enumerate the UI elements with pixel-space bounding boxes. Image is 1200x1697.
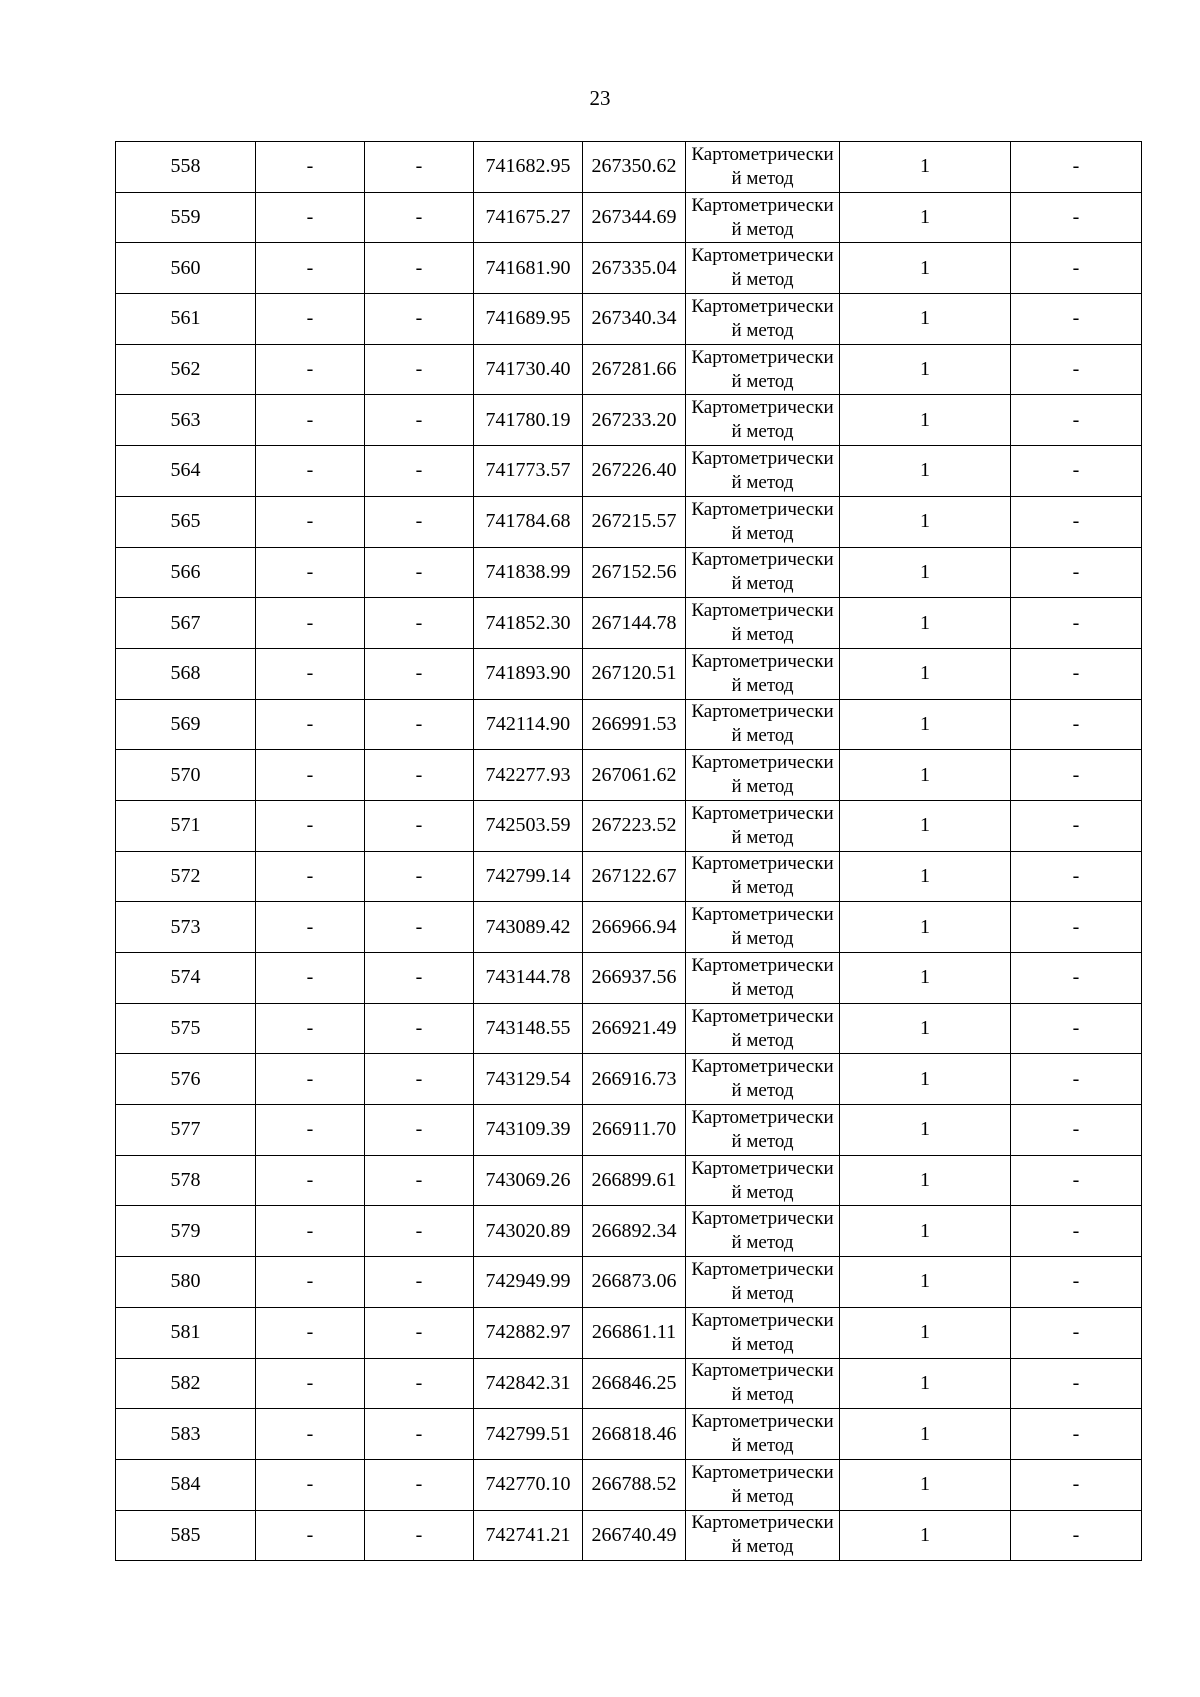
point-number-cell: 575 bbox=[116, 1003, 256, 1054]
col2-cell: - bbox=[256, 1206, 365, 1257]
table-row bbox=[116, 496, 1142, 547]
col3-cell: - bbox=[365, 1510, 474, 1561]
description-cell: - bbox=[1011, 800, 1142, 851]
x-coordinate-cell: 743069.26 bbox=[474, 1155, 583, 1206]
col2-cell: - bbox=[256, 1510, 365, 1561]
y-coordinate-cell: 266788.52 bbox=[583, 1459, 686, 1510]
description-cell: - bbox=[1011, 598, 1142, 649]
point-number-cell: 563 bbox=[116, 395, 256, 446]
accuracy-cell: 1 bbox=[840, 1054, 1011, 1105]
accuracy-cell: 1 bbox=[840, 1409, 1011, 1460]
accuracy-cell: 1 bbox=[840, 192, 1011, 243]
point-number-cell: 572 bbox=[116, 851, 256, 902]
table-row bbox=[116, 648, 1142, 699]
x-coordinate-cell: 741780.19 bbox=[474, 395, 583, 446]
col2-cell: - bbox=[256, 344, 365, 395]
point-number-cell: 570 bbox=[116, 750, 256, 801]
accuracy-cell: 1 bbox=[840, 750, 1011, 801]
method-cell: Картометрический метод bbox=[686, 446, 840, 497]
x-coordinate-cell: 742277.93 bbox=[474, 750, 583, 801]
y-coordinate-cell: 266740.49 bbox=[583, 1510, 686, 1561]
col3-cell: - bbox=[365, 294, 474, 345]
col2-cell: - bbox=[256, 1307, 365, 1358]
col2-cell: - bbox=[256, 1459, 365, 1510]
description-cell: - bbox=[1011, 1257, 1142, 1308]
col3-cell: - bbox=[365, 1459, 474, 1510]
table-row bbox=[116, 344, 1142, 395]
x-coordinate-cell: 742503.59 bbox=[474, 800, 583, 851]
method-cell: Картометрический метод bbox=[686, 1003, 840, 1054]
table-row bbox=[116, 1155, 1142, 1206]
col3-cell: - bbox=[365, 699, 474, 750]
col2-cell: - bbox=[256, 395, 365, 446]
accuracy-cell: 1 bbox=[840, 699, 1011, 750]
x-coordinate-cell: 741893.90 bbox=[474, 648, 583, 699]
description-cell: - bbox=[1011, 1105, 1142, 1156]
y-coordinate-cell: 266873.06 bbox=[583, 1257, 686, 1308]
col2-cell: - bbox=[256, 496, 365, 547]
accuracy-cell: 1 bbox=[840, 395, 1011, 446]
method-cell: Картометрический метод bbox=[686, 1054, 840, 1105]
table-row bbox=[116, 1409, 1142, 1460]
x-coordinate-cell: 743148.55 bbox=[474, 1003, 583, 1054]
description-cell: - bbox=[1011, 902, 1142, 953]
point-number-cell: 560 bbox=[116, 243, 256, 294]
col3-cell: - bbox=[365, 1307, 474, 1358]
y-coordinate-cell: 266991.53 bbox=[583, 699, 686, 750]
x-coordinate-cell: 742949.99 bbox=[474, 1257, 583, 1308]
y-coordinate-cell: 266937.56 bbox=[583, 953, 686, 1004]
accuracy-cell: 1 bbox=[840, 902, 1011, 953]
accuracy-cell: 1 bbox=[840, 1257, 1011, 1308]
method-cell: Картометрический метод bbox=[686, 1358, 840, 1409]
y-coordinate-cell: 266861.11 bbox=[583, 1307, 686, 1358]
accuracy-cell: 1 bbox=[840, 1307, 1011, 1358]
x-coordinate-cell: 743144.78 bbox=[474, 953, 583, 1004]
point-number-cell: 576 bbox=[116, 1054, 256, 1105]
x-coordinate-cell: 741675.27 bbox=[474, 192, 583, 243]
col2-cell: - bbox=[256, 547, 365, 598]
table-row bbox=[116, 750, 1142, 801]
col2-cell: - bbox=[256, 750, 365, 801]
accuracy-cell: 1 bbox=[840, 496, 1011, 547]
table-row bbox=[116, 1307, 1142, 1358]
col3-cell: - bbox=[365, 1003, 474, 1054]
col2-cell: - bbox=[256, 1054, 365, 1105]
table-row bbox=[116, 1206, 1142, 1257]
x-coordinate-cell: 741852.30 bbox=[474, 598, 583, 649]
y-coordinate-cell: 267122.67 bbox=[583, 851, 686, 902]
accuracy-cell: 1 bbox=[840, 294, 1011, 345]
method-cell: Картометрический метод bbox=[686, 243, 840, 294]
y-coordinate-cell: 266966.94 bbox=[583, 902, 686, 953]
table-row bbox=[116, 547, 1142, 598]
description-cell: - bbox=[1011, 1358, 1142, 1409]
accuracy-cell: 1 bbox=[840, 446, 1011, 497]
y-coordinate-cell: 266921.49 bbox=[583, 1003, 686, 1054]
col3-cell: - bbox=[365, 953, 474, 1004]
y-coordinate-cell: 267215.57 bbox=[583, 496, 686, 547]
method-cell: Картометрический метод bbox=[686, 1155, 840, 1206]
col2-cell: - bbox=[256, 294, 365, 345]
method-cell: Картометрический метод bbox=[686, 750, 840, 801]
table-row bbox=[116, 953, 1142, 1004]
table-row bbox=[116, 1510, 1142, 1561]
x-coordinate-cell: 743089.42 bbox=[474, 902, 583, 953]
accuracy-cell: 1 bbox=[840, 1459, 1011, 1510]
point-number-cell: 558 bbox=[116, 142, 256, 193]
method-cell: Картометрический метод bbox=[686, 395, 840, 446]
coordinates-table bbox=[115, 141, 1142, 1561]
col3-cell: - bbox=[365, 648, 474, 699]
table-row bbox=[116, 243, 1142, 294]
description-cell: - bbox=[1011, 1459, 1142, 1510]
y-coordinate-cell: 267061.62 bbox=[583, 750, 686, 801]
accuracy-cell: 1 bbox=[840, 1206, 1011, 1257]
col3-cell: - bbox=[365, 243, 474, 294]
col2-cell: - bbox=[256, 1105, 365, 1156]
y-coordinate-cell: 267233.20 bbox=[583, 395, 686, 446]
point-number-cell: 582 bbox=[116, 1358, 256, 1409]
x-coordinate-cell: 743109.39 bbox=[474, 1105, 583, 1156]
x-coordinate-cell: 741838.99 bbox=[474, 547, 583, 598]
description-cell: - bbox=[1011, 446, 1142, 497]
description-cell: - bbox=[1011, 294, 1142, 345]
method-cell: Картометрический метод bbox=[686, 1257, 840, 1308]
accuracy-cell: 1 bbox=[840, 1155, 1011, 1206]
method-cell: Картометрический метод bbox=[686, 953, 840, 1004]
x-coordinate-cell: 741730.40 bbox=[474, 344, 583, 395]
table-row bbox=[116, 142, 1142, 193]
point-number-cell: 585 bbox=[116, 1510, 256, 1561]
y-coordinate-cell: 266911.70 bbox=[583, 1105, 686, 1156]
description-cell: - bbox=[1011, 344, 1142, 395]
col3-cell: - bbox=[365, 446, 474, 497]
page-number: 23 bbox=[589, 86, 611, 110]
description-cell: - bbox=[1011, 1155, 1142, 1206]
description-cell: - bbox=[1011, 1003, 1142, 1054]
method-cell: Картометрический метод bbox=[686, 1409, 840, 1460]
col2-cell: - bbox=[256, 142, 365, 193]
y-coordinate-cell: 267350.62 bbox=[583, 142, 686, 193]
col3-cell: - bbox=[365, 547, 474, 598]
point-number-cell: 566 bbox=[116, 547, 256, 598]
y-coordinate-cell: 267335.04 bbox=[583, 243, 686, 294]
y-coordinate-cell: 267226.40 bbox=[583, 446, 686, 497]
table-row bbox=[116, 395, 1142, 446]
point-number-cell: 577 bbox=[116, 1105, 256, 1156]
x-coordinate-cell: 741682.95 bbox=[474, 142, 583, 193]
table-row bbox=[116, 851, 1142, 902]
col3-cell: - bbox=[365, 851, 474, 902]
x-coordinate-cell: 742770.10 bbox=[474, 1459, 583, 1510]
point-number-cell: 584 bbox=[116, 1459, 256, 1510]
method-cell: Картометрический метод bbox=[686, 648, 840, 699]
x-coordinate-cell: 741773.57 bbox=[474, 446, 583, 497]
method-cell: Картометрический метод bbox=[686, 902, 840, 953]
accuracy-cell: 1 bbox=[840, 1003, 1011, 1054]
table-row bbox=[116, 1459, 1142, 1510]
col3-cell: - bbox=[365, 1257, 474, 1308]
accuracy-cell: 1 bbox=[840, 344, 1011, 395]
point-number-cell: 580 bbox=[116, 1257, 256, 1308]
col2-cell: - bbox=[256, 648, 365, 699]
y-coordinate-cell: 267344.69 bbox=[583, 192, 686, 243]
method-cell: Картометрический метод bbox=[686, 800, 840, 851]
y-coordinate-cell: 266916.73 bbox=[583, 1054, 686, 1105]
col3-cell: - bbox=[365, 395, 474, 446]
col3-cell: - bbox=[365, 902, 474, 953]
description-cell: - bbox=[1011, 243, 1142, 294]
description-cell: - bbox=[1011, 1510, 1142, 1561]
description-cell: - bbox=[1011, 395, 1142, 446]
table-row bbox=[116, 598, 1142, 649]
y-coordinate-cell: 267152.56 bbox=[583, 547, 686, 598]
col2-cell: - bbox=[256, 446, 365, 497]
method-cell: Картометрический метод bbox=[686, 192, 840, 243]
col3-cell: - bbox=[365, 750, 474, 801]
col3-cell: - bbox=[365, 1155, 474, 1206]
col3-cell: - bbox=[365, 142, 474, 193]
accuracy-cell: 1 bbox=[840, 1510, 1011, 1561]
col2-cell: - bbox=[256, 851, 365, 902]
table-row bbox=[116, 1003, 1142, 1054]
description-cell: - bbox=[1011, 547, 1142, 598]
col2-cell: - bbox=[256, 1409, 365, 1460]
x-coordinate-cell: 743020.89 bbox=[474, 1206, 583, 1257]
y-coordinate-cell: 267281.66 bbox=[583, 344, 686, 395]
method-cell: Картометрический метод bbox=[686, 1510, 840, 1561]
point-number-cell: 581 bbox=[116, 1307, 256, 1358]
description-cell: - bbox=[1011, 1409, 1142, 1460]
description-cell: - bbox=[1011, 1206, 1142, 1257]
col3-cell: - bbox=[365, 192, 474, 243]
point-number-cell: 559 bbox=[116, 192, 256, 243]
description-cell: - bbox=[1011, 699, 1142, 750]
col2-cell: - bbox=[256, 699, 365, 750]
x-coordinate-cell: 742799.14 bbox=[474, 851, 583, 902]
method-cell: Картометрический метод bbox=[686, 142, 840, 193]
col3-cell: - bbox=[365, 1206, 474, 1257]
accuracy-cell: 1 bbox=[840, 243, 1011, 294]
method-cell: Картометрический метод bbox=[686, 344, 840, 395]
x-coordinate-cell: 742842.31 bbox=[474, 1358, 583, 1409]
accuracy-cell: 1 bbox=[840, 953, 1011, 1004]
table-row bbox=[116, 192, 1142, 243]
x-coordinate-cell: 741784.68 bbox=[474, 496, 583, 547]
method-cell: Картометрический метод bbox=[686, 496, 840, 547]
point-number-cell: 574 bbox=[116, 953, 256, 1004]
point-number-cell: 561 bbox=[116, 294, 256, 345]
col3-cell: - bbox=[365, 496, 474, 547]
table-row bbox=[116, 294, 1142, 345]
accuracy-cell: 1 bbox=[840, 142, 1011, 193]
col3-cell: - bbox=[365, 800, 474, 851]
description-cell: - bbox=[1011, 851, 1142, 902]
col2-cell: - bbox=[256, 1257, 365, 1308]
col2-cell: - bbox=[256, 243, 365, 294]
point-number-cell: 569 bbox=[116, 699, 256, 750]
method-cell: Картометрический метод bbox=[686, 1459, 840, 1510]
table-row bbox=[116, 1105, 1142, 1156]
x-coordinate-cell: 742114.90 bbox=[474, 699, 583, 750]
table-row bbox=[116, 446, 1142, 497]
col2-cell: - bbox=[256, 192, 365, 243]
accuracy-cell: 1 bbox=[840, 851, 1011, 902]
col2-cell: - bbox=[256, 1003, 365, 1054]
description-cell: - bbox=[1011, 953, 1142, 1004]
col3-cell: - bbox=[365, 1105, 474, 1156]
x-coordinate-cell: 742799.51 bbox=[474, 1409, 583, 1460]
description-cell: - bbox=[1011, 496, 1142, 547]
description-cell: - bbox=[1011, 142, 1142, 193]
x-coordinate-cell: 742882.97 bbox=[474, 1307, 583, 1358]
col2-cell: - bbox=[256, 902, 365, 953]
y-coordinate-cell: 267144.78 bbox=[583, 598, 686, 649]
x-coordinate-cell: 741681.90 bbox=[474, 243, 583, 294]
method-cell: Картометрический метод bbox=[686, 1206, 840, 1257]
col2-cell: - bbox=[256, 800, 365, 851]
description-cell: - bbox=[1011, 1307, 1142, 1358]
point-number-cell: 583 bbox=[116, 1409, 256, 1460]
accuracy-cell: 1 bbox=[840, 547, 1011, 598]
col2-cell: - bbox=[256, 1155, 365, 1206]
y-coordinate-cell: 266899.61 bbox=[583, 1155, 686, 1206]
accuracy-cell: 1 bbox=[840, 648, 1011, 699]
x-coordinate-cell: 743129.54 bbox=[474, 1054, 583, 1105]
col3-cell: - bbox=[365, 344, 474, 395]
table-row bbox=[116, 1054, 1142, 1105]
description-cell: - bbox=[1011, 648, 1142, 699]
method-cell: Картометрический метод bbox=[686, 1307, 840, 1358]
point-number-cell: 567 bbox=[116, 598, 256, 649]
table-row bbox=[116, 800, 1142, 851]
point-number-cell: 578 bbox=[116, 1155, 256, 1206]
col2-cell: - bbox=[256, 1358, 365, 1409]
method-cell: Картометрический метод bbox=[686, 851, 840, 902]
table-row bbox=[116, 902, 1142, 953]
x-coordinate-cell: 742741.21 bbox=[474, 1510, 583, 1561]
description-cell: - bbox=[1011, 192, 1142, 243]
table-row bbox=[116, 1358, 1142, 1409]
table-body bbox=[116, 142, 1142, 1561]
x-coordinate-cell: 741689.95 bbox=[474, 294, 583, 345]
col3-cell: - bbox=[365, 1409, 474, 1460]
col3-cell: - bbox=[365, 598, 474, 649]
point-number-cell: 565 bbox=[116, 496, 256, 547]
y-coordinate-cell: 267223.52 bbox=[583, 800, 686, 851]
col3-cell: - bbox=[365, 1054, 474, 1105]
accuracy-cell: 1 bbox=[840, 1358, 1011, 1409]
accuracy-cell: 1 bbox=[840, 800, 1011, 851]
col2-cell: - bbox=[256, 598, 365, 649]
y-coordinate-cell: 266846.25 bbox=[583, 1358, 686, 1409]
method-cell: Картометрический метод bbox=[686, 598, 840, 649]
col3-cell: - bbox=[365, 1358, 474, 1409]
method-cell: Картометрический метод bbox=[686, 294, 840, 345]
method-cell: Картометрический метод bbox=[686, 699, 840, 750]
accuracy-cell: 1 bbox=[840, 598, 1011, 649]
accuracy-cell: 1 bbox=[840, 1105, 1011, 1156]
description-cell: - bbox=[1011, 750, 1142, 801]
y-coordinate-cell: 266892.34 bbox=[583, 1206, 686, 1257]
col2-cell: - bbox=[256, 953, 365, 1004]
y-coordinate-cell: 267340.34 bbox=[583, 294, 686, 345]
table-row bbox=[116, 699, 1142, 750]
point-number-cell: 562 bbox=[116, 344, 256, 395]
y-coordinate-cell: 267120.51 bbox=[583, 648, 686, 699]
y-coordinate-cell: 266818.46 bbox=[583, 1409, 686, 1460]
method-cell: Картометрический метод bbox=[686, 1105, 840, 1156]
method-cell: Картометрический метод bbox=[686, 547, 840, 598]
point-number-cell: 573 bbox=[116, 902, 256, 953]
point-number-cell: 564 bbox=[116, 446, 256, 497]
point-number-cell: 568 bbox=[116, 648, 256, 699]
point-number-cell: 571 bbox=[116, 800, 256, 851]
table-row bbox=[116, 1257, 1142, 1308]
point-number-cell: 579 bbox=[116, 1206, 256, 1257]
description-cell: - bbox=[1011, 1054, 1142, 1105]
